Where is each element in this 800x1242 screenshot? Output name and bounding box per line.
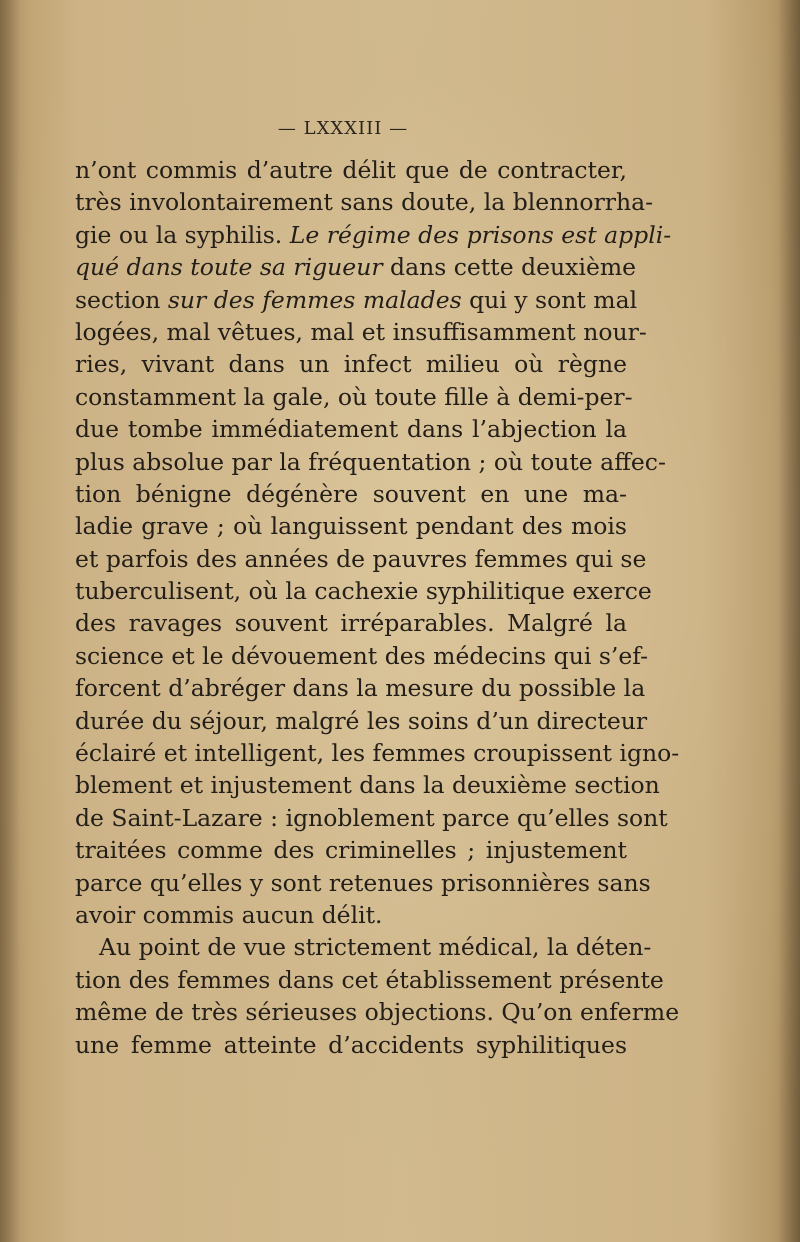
text-line: de Saint-Lazare : ignoblement parce qu’elles sont — [75, 803, 668, 832]
text-line — [75, 219, 672, 251]
text-line: ladie grave ; où languissent pendant des mois — [75, 512, 627, 541]
text-line: tion bénigne dégénère souvent en une ma- — [75, 479, 627, 508]
italic-segment: sur des femmes malades — [167, 285, 462, 314]
text-line: durée du séjour, malgré les soins d’un directeur — [75, 706, 648, 735]
text-line: et parfois des années de pauvres femmes qui se — [75, 544, 647, 573]
text-line — [75, 251, 637, 283]
text-line — [75, 284, 638, 316]
text-segment: qui y sont mal — [461, 285, 638, 314]
text-segment: gie ou la syphilis. — [75, 220, 290, 249]
text-line: constamment la gale, où toute fille à demi-per- — [75, 382, 633, 411]
body-text — [75, 154, 680, 1061]
text-line: plus absolue par la fréquentation ; où toute affec- — [75, 447, 666, 476]
text-line: des ravages souvent irréparables. Malgré la — [75, 609, 627, 638]
text-line: ries, vivant dans un infect milieu où règne — [75, 350, 627, 379]
italic-segment: Le régime des prisons est appli- — [289, 220, 672, 249]
text-line: traitées comme des criminelles ; injustement — [75, 836, 627, 865]
text-segment: section — [75, 285, 168, 314]
text-line: Au point de vue strictement médical, la déten- — [99, 933, 652, 962]
text-line: science et le dévouement des médecins qui s’ef- — [75, 641, 649, 670]
text-line: avoir commis aucun délit. — [75, 900, 383, 929]
text-line: tion des femmes dans cet établissement présente — [75, 965, 664, 994]
text-line: même de très sérieuses objections. Qu’on enferme — [75, 998, 680, 1027]
text-line: blement et injustement dans la deuxième section — [75, 771, 660, 800]
text-line: éclairé et intelligent, les femmes croupissent igno- — [75, 739, 680, 768]
text-line: une femme atteinte d’accidents syphilitiques — [75, 1030, 627, 1059]
text-line: due tombe immédiatement dans l’abjection la — [75, 415, 627, 444]
running-head: — LXXXIII — — [277, 118, 409, 139]
text-line: logées, mal vêtues, mal et insuffisamment nour- — [75, 317, 647, 346]
text-segment: dans cette deuxième — [382, 253, 637, 282]
text-line: tuberculisent, où la cachexie syphilitique exerce — [75, 577, 652, 606]
text-line: très involontairement sans doute, la blennorrha- — [75, 188, 654, 217]
text-line: n’ont commis d’autre délit que de contracter, — [75, 156, 627, 184]
text-line: forcent d’abréger dans la mesure du possible la — [75, 674, 646, 703]
text-line: parce qu’elles y sont retenues prisonnières sans — [75, 868, 651, 897]
italic-segment: qué dans toute sa rigueur — [75, 253, 383, 282]
